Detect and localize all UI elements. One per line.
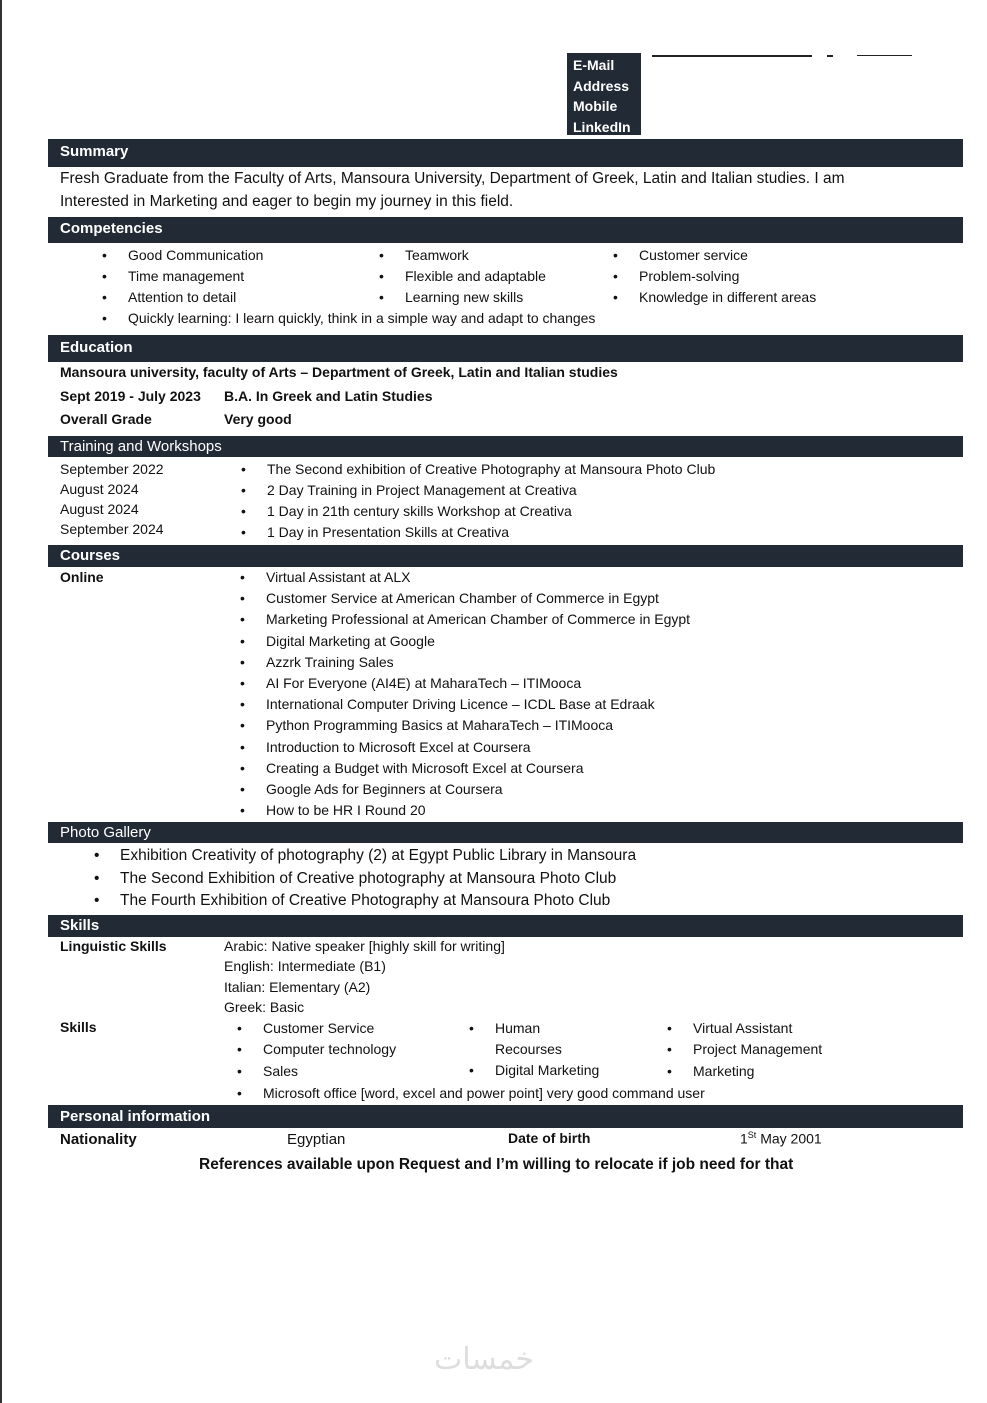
address-label: Address bbox=[573, 77, 630, 94]
mobile-label: Mobile bbox=[573, 98, 618, 114]
training-item: • The Second exhibition of Creative Photography at Mansoura Photo Club bbox=[267, 461, 715, 477]
competency-item: • Knowledge in different areas bbox=[639, 289, 816, 305]
skill-item: • Project Management bbox=[693, 1041, 822, 1057]
redaction-line bbox=[652, 55, 812, 57]
course-item: • Customer Service at American Chamber of Commerce in Egypt bbox=[266, 590, 659, 606]
language-item: Arabic: Native speaker [highly skill for writing] bbox=[224, 938, 505, 954]
competency-item: • Time management bbox=[128, 268, 244, 284]
education-header: Education bbox=[48, 335, 963, 362]
training-item: • 1 Day in Presentation Skills at Creativa bbox=[267, 524, 509, 540]
course-item: • How to be HR I Round 20 bbox=[266, 802, 426, 818]
course-item: • Introduction to Microsoft Excel at Coursera bbox=[266, 739, 531, 755]
training-date: August 2024 bbox=[60, 501, 139, 517]
competencies-header: Competencies bbox=[48, 217, 963, 243]
dob-rest: May 2001 bbox=[756, 1130, 822, 1147]
degree: B.A. In Greek and Latin Studies bbox=[224, 388, 433, 404]
summary-line: Interested in Marketing and eager to begin my journey in this field. bbox=[60, 193, 514, 210]
nationality: Egyptian bbox=[287, 1131, 346, 1148]
skill-item: • Digital Marketing bbox=[495, 1062, 599, 1078]
summary-header: Summary bbox=[48, 139, 963, 167]
courses-header: Courses bbox=[48, 545, 963, 567]
gallery-item: • Exhibition Creativity of photography (2) at Egypt Public Library in Mansoura bbox=[120, 847, 636, 865]
skill-item: • Sales bbox=[263, 1063, 298, 1079]
training-item: • 1 Day in 21th century skills Workshop at Creativa bbox=[267, 503, 572, 519]
nationality-label: Nationality bbox=[60, 1131, 137, 1148]
redaction-line bbox=[827, 55, 833, 57]
competency-item: • Good Communication bbox=[128, 247, 263, 263]
competency-item: • Quickly learning: I learn quickly, think in a simple way and adapt to changes bbox=[128, 310, 595, 326]
references-note: References available upon Request and I’m willing to relocate if job need for that bbox=[199, 1156, 794, 1173]
institution: Mansoura university, faculty of Arts – Department of Greek, Latin and Italian studies bbox=[60, 364, 618, 380]
skill-item: • Computer technology bbox=[263, 1041, 396, 1057]
competency-item: • Teamwork bbox=[405, 247, 469, 263]
skill-item: • Virtual Assistant bbox=[693, 1020, 792, 1036]
linguistic-label: Linguistic Skills bbox=[60, 938, 167, 954]
email-label: E-Mail bbox=[573, 57, 615, 73]
language-item: Italian: Elementary (A2) bbox=[224, 979, 371, 995]
course-item: • Python Programming Basics at MaharaTech – ITIMooca bbox=[266, 717, 613, 733]
course-item: • Azzrk Training Sales bbox=[266, 654, 394, 670]
language-item: English: Intermediate (B1) bbox=[224, 958, 386, 974]
dob-day: 1 bbox=[740, 1130, 748, 1147]
gallery-item: • The Second Exhibition of Creative photography at Mansoura Photo Club bbox=[120, 870, 616, 888]
dob-suffix: St bbox=[747, 1130, 757, 1140]
course-item: • AI For Everyone (AI4E) at MaharaTech – ITIMooca bbox=[266, 675, 581, 691]
competency-item: • Problem-solving bbox=[639, 268, 739, 284]
training-date: August 2024 bbox=[60, 481, 139, 497]
skills-label: Skills bbox=[60, 1019, 97, 1035]
competency-item: • Customer service bbox=[639, 247, 748, 263]
competency-item: • Attention to detail bbox=[128, 289, 236, 305]
skill-item: • Marketing bbox=[693, 1063, 754, 1079]
courses-label: Online bbox=[60, 569, 104, 585]
linkedin-label: LinkedIn bbox=[573, 118, 631, 135]
skill-item: • Human bbox=[495, 1020, 540, 1036]
grade: Very good bbox=[224, 411, 292, 427]
training-date: September 2024 bbox=[60, 521, 164, 537]
skill-item: • Microsoft office [word, excel and power point] very good command user bbox=[263, 1085, 705, 1101]
training-item: • 2 Day Training in Project Management at Creativa bbox=[267, 482, 577, 498]
dob-label: Date of birth bbox=[508, 1130, 591, 1146]
competency-item: • Learning new skills bbox=[405, 289, 523, 305]
summary-line: Fresh Graduate from the Faculty of Arts, Mansoura University, Department of Greek, Latin and Italian studies. I am bbox=[60, 170, 845, 187]
course-item: • International Computer Driving Licence – ICDL Base at Edraak bbox=[266, 696, 655, 712]
skills-header: Skills bbox=[48, 915, 963, 937]
contact-labels bbox=[567, 53, 641, 135]
language-item: Greek: Basic bbox=[224, 999, 305, 1015]
training-header: Training and Workshops bbox=[48, 436, 963, 457]
skill-item: • Customer Service bbox=[263, 1020, 374, 1036]
education-period: Sept 2019 - July 2023 bbox=[60, 388, 201, 404]
training-date: September 2022 bbox=[60, 461, 164, 477]
personal-header: Personal information bbox=[48, 1105, 963, 1128]
skill-item-cont: Recourses bbox=[495, 1041, 562, 1057]
redaction-line bbox=[857, 55, 912, 56]
gallery-item: • The Fourth Exhibition of Creative Photography at Mansoura Photo Club bbox=[120, 892, 610, 910]
course-item: • Virtual Assistant at ALX bbox=[266, 569, 411, 585]
watermark-logo: خمسات bbox=[434, 1342, 535, 1377]
grade-label: Overall Grade bbox=[60, 411, 152, 427]
course-item: • Digital Marketing at Google bbox=[266, 633, 435, 649]
competency-item: • Flexible and adaptable bbox=[405, 268, 546, 284]
course-item: • Google Ads for Beginners at Coursera bbox=[266, 781, 503, 797]
course-item: • Marketing Professional at American Chamber of Commerce in Egypt bbox=[266, 611, 690, 627]
gallery-header: Photo Gallery bbox=[48, 822, 963, 843]
course-item: • Creating a Budget with Microsoft Excel at Coursera bbox=[266, 760, 583, 776]
dob bbox=[740, 1130, 822, 1147]
